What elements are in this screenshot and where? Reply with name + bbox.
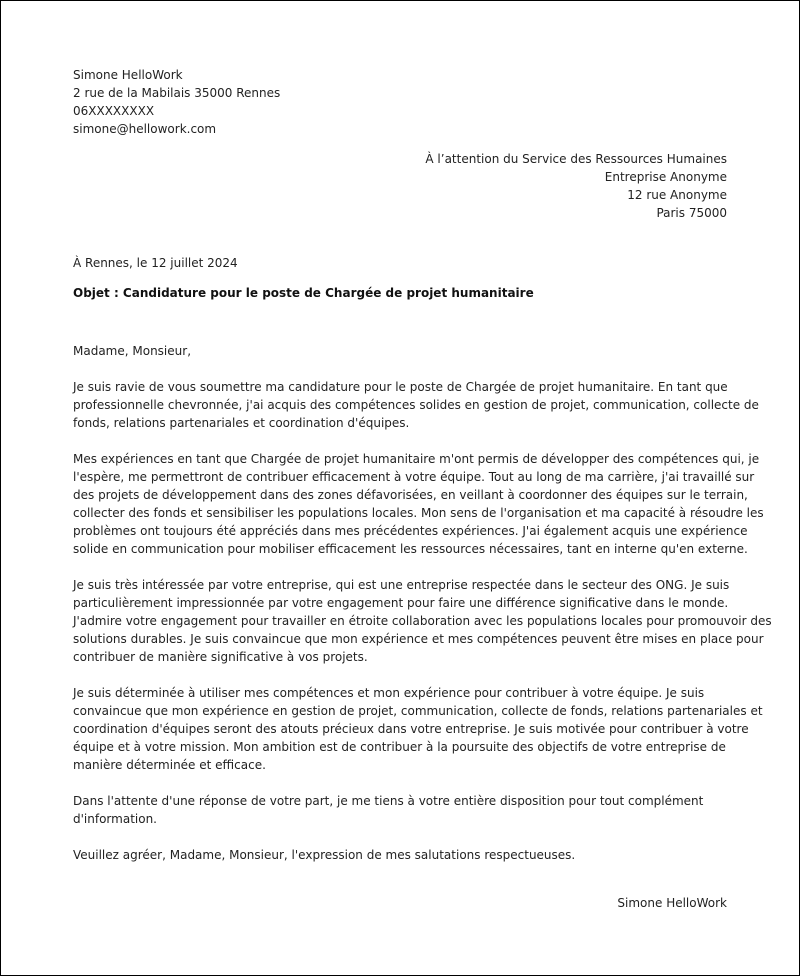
recipient-block <box>425 150 727 222</box>
body-paragraph <box>73 792 729 828</box>
paragraph-line: des projets de développement dans des zones défavorisées, en veillant à coordonner des équipes sur le terrain, <box>73 488 748 502</box>
paragraph-line: professionnelle chevronnée, j'ai acquis des compétences solides en gestion de projet, communication, collecte de <box>73 398 759 412</box>
recipient-street: 12 rue Anonyme <box>627 188 727 202</box>
recipient-attention: À l’attention du Service des Ressources Humaines <box>425 152 727 166</box>
paragraph-line: particulièrement impressionnée par votre engagement pour faire une différence significative dans le monde. <box>73 596 729 610</box>
sender-block <box>73 66 280 138</box>
paragraph-line: Dans l'attente d'une réponse de votre part, je me tiens à votre entière disposition pour tout complément <box>73 794 704 808</box>
paragraph-line: solide en communication pour mobiliser efficacement les ressources nécessaires, tant en interne qu'en externe. <box>73 542 748 556</box>
body-paragraph <box>73 576 772 666</box>
signature: Simone HelloWork <box>617 896 727 910</box>
salutation: Madame, Monsieur, <box>73 344 192 358</box>
sender-name: Simone HelloWork <box>73 68 183 82</box>
recipient-company: Entreprise Anonyme <box>604 170 727 184</box>
letter-date: À Rennes, le 12 juillet 2024 <box>73 256 238 270</box>
body-paragraph <box>73 684 763 774</box>
paragraph-line: équipe et à votre mission. Mon ambition est de contribuer à la poursuite des objectifs de votre entreprise de <box>73 740 726 754</box>
recipient-city: Paris 75000 <box>656 206 727 220</box>
paragraph-line: collecter des fonds et sensibiliser les populations locales. Mon sens de l'organisation et ma capacité à résoudre les <box>73 506 764 520</box>
paragraph-line: J'admire votre engagement pour travailler en étroite collaboration avec les populations locales pour promouvoir des <box>73 614 772 628</box>
body-paragraph <box>73 450 764 558</box>
sender-email: simone@hellowork.com <box>73 122 217 136</box>
sender-address: 2 rue de la Mabilais 35000 Rennes <box>73 86 281 100</box>
paragraph-line: Je suis très intéressée par votre entreprise, qui est une entreprise respectée dans le secteur des ONG. Je suis <box>73 578 730 592</box>
letter-paragraphs <box>73 378 772 864</box>
paragraph-line: solutions durables. Je suis convaincue que mon expérience et mes compétences peuvent être mises en place pour <box>73 632 764 646</box>
body-paragraph <box>73 378 759 432</box>
letter-subject: Objet : Candidature pour le poste de Chargée de projet humanitaire <box>73 286 534 300</box>
paragraph-line: contribuer de manière significative à vos projets. <box>73 650 368 664</box>
paragraph-line: manière déterminée et efficace. <box>73 758 266 772</box>
sender-phone: 06XXXXXXXX <box>73 104 155 118</box>
paragraph-line: Mes expériences en tant que Chargée de projet humanitaire m'ont permis de développer des compétences qui, je <box>73 452 760 466</box>
paragraph-line: Veuillez agréer, Madame, Monsieur, l'expression de mes salutations respectueuses. <box>73 848 576 862</box>
paragraph-line: d'information. <box>73 812 157 826</box>
paragraph-line: Je suis ravie de vous soumettre ma candidature pour le poste de Chargée de projet humanitaire. En tant que <box>73 380 728 394</box>
paragraph-line: coordination d'équipes seront des atouts précieux dans votre entreprise. Je suis motivée pour contribuer à votre <box>73 722 749 736</box>
paragraph-line: fonds, relations partenariales et coordination d'équipes. <box>73 416 410 430</box>
paragraph-line: convaincue que mon expérience en gestion de projet, communication, collecte de fonds, relations partenariales et <box>73 704 763 718</box>
letter-body <box>73 342 772 882</box>
body-paragraph <box>73 846 729 864</box>
paragraph-line: problèmes ont toujours été appréciés dans mes précédentes expériences. J'ai également acquis une expérience <box>73 524 748 538</box>
paragraph-line: l'espère, me permettront de contribuer efficacement à votre équipe. Tout au long de ma carrière, j'ai travaillé sur <box>73 470 755 484</box>
paragraph-line: Je suis déterminée à utiliser mes compétences et mon expérience pour contribuer à votre équipe. Je suis <box>73 686 705 700</box>
